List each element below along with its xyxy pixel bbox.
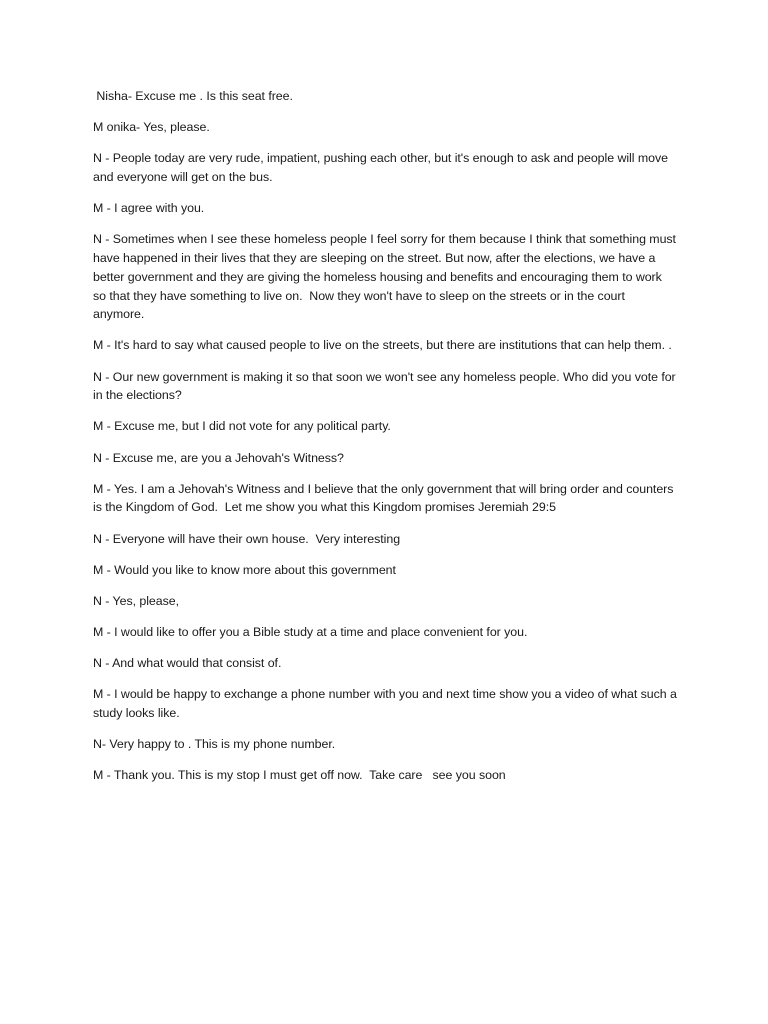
paragraph-3: N - People today are very rude, impatient, pushing each other, but it's enough to ask and people will move and everyone will get on the bus. bbox=[93, 151, 672, 184]
paragraph-17: N- Very happy to . This is my phone number. bbox=[93, 736, 336, 751]
paragraph-6: M - It's hard to say what caused people to live on the streets, but there are institutions that can help them. . bbox=[93, 338, 672, 353]
paragraph-10: M - Yes. I am a Jehovah's Witness and I believe that the only government that will bring order and counters is the Kingdom of God. Let me show you what this Kingdom promises Jeremiah 29:5 bbox=[93, 481, 677, 515]
paragraph-15: N - And what would that consist of. bbox=[93, 655, 282, 670]
paragraph-11: N - Everyone will have their own house. Very interesting bbox=[93, 531, 401, 546]
paragraph-16: M - I would be happy to exchange a phone number with you and next time show you a video of what such a study looks like. bbox=[93, 686, 681, 720]
paragraph-2: M onika- Yes, please. bbox=[93, 120, 210, 135]
paragraph-8: M - Excuse me, but I did not vote for any political party. bbox=[93, 419, 391, 434]
paragraph-1: Nisha- Excuse me . Is this seat free. bbox=[93, 89, 293, 103]
paragraph-12: M - Would you like to know more about this government bbox=[93, 562, 396, 577]
document-body bbox=[93, 87, 681, 797]
paragraph-5: N - Sometimes when I see these homeless people I feel sorry for them because I think that something must have happened in their lives that they are sleeping on the street. But now, after the elections, we have a better government and they are giving the homeless housing and benefits and encouraging them to work so that they have something to live on. Now they won't have to sleep on the streets or in the court anymore. bbox=[93, 232, 680, 322]
paragraph-18: M - Thank you. This is my stop I must get off now. Take care see you soon bbox=[93, 767, 506, 782]
paragraph-4: M - I agree with you. bbox=[93, 201, 205, 216]
paragraph-9: N - Excuse me, are you a Jehovah's Witness? bbox=[93, 450, 344, 465]
paragraph-13: N - Yes, please, bbox=[93, 593, 179, 608]
paragraph-7: N - Our new government is making it so that soon we won't see any homeless people. Who did you vote for in the elections? bbox=[93, 369, 680, 403]
paragraph-14: M - I would like to offer you a Bible study at a time and place convenient for you. bbox=[93, 624, 528, 639]
